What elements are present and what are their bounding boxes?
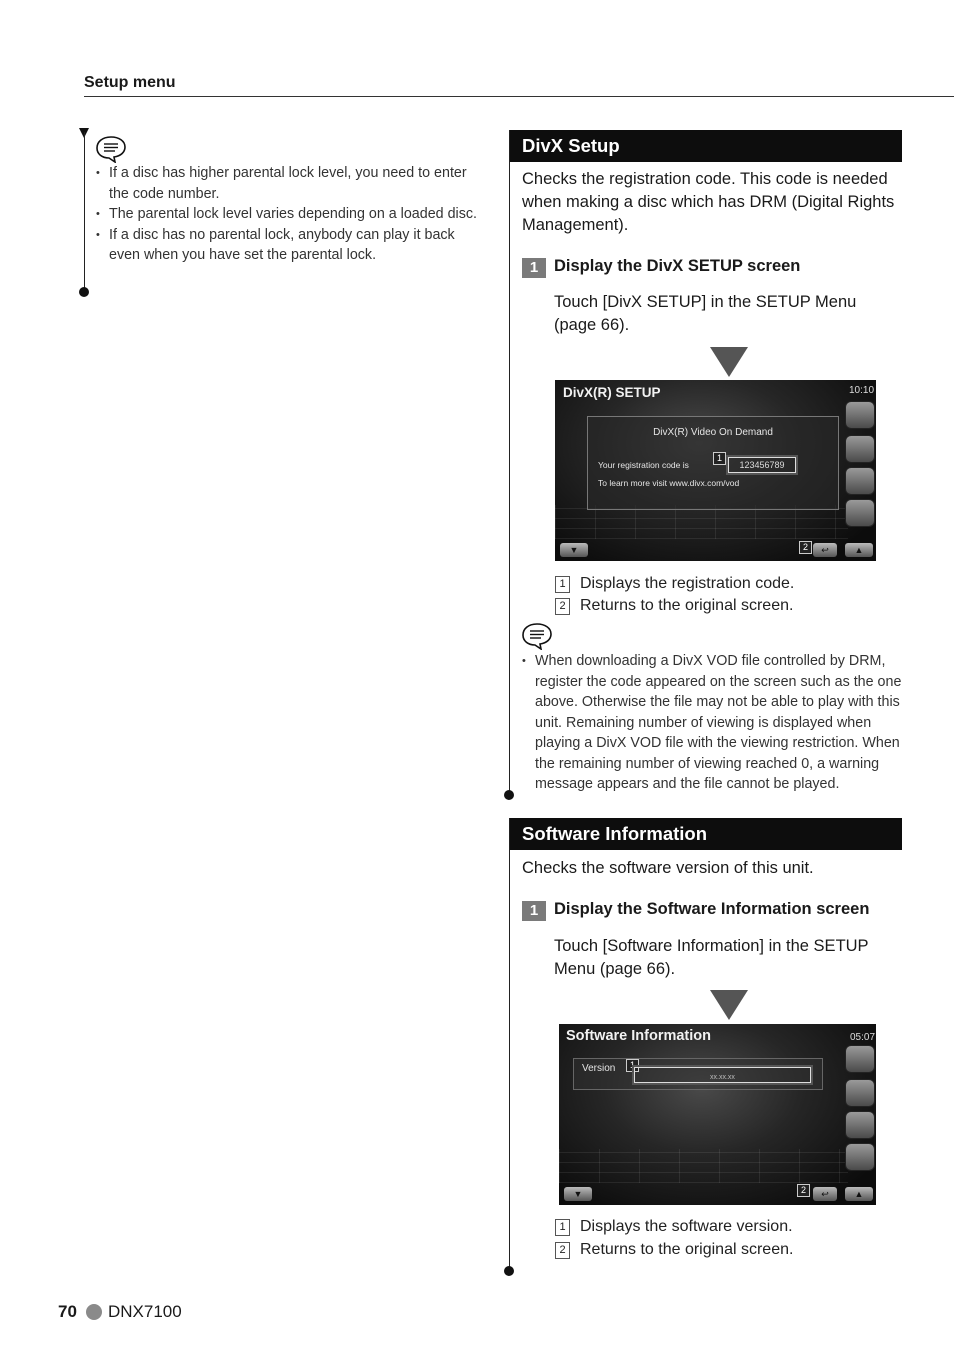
software-info-screenshot — [559, 1024, 876, 1205]
note-icon — [521, 622, 553, 650]
down-arrow-icon — [710, 347, 748, 377]
legend-item — [555, 1218, 793, 1240]
column-rule — [509, 818, 510, 1270]
legend-text: Displays the software version. — [580, 1218, 793, 1235]
model-name: DNX7100 — [108, 1302, 182, 1321]
divx-intro: Checks the registration code. This code is needed when making a disc which has DRM (Digital Rights Management). — [522, 170, 895, 234]
note-icon — [95, 135, 127, 163]
legend-text: Returns to the original screen. — [580, 1241, 794, 1258]
scroll-up-button[interactable]: ▲ — [845, 1187, 873, 1201]
scroll-down-button[interactable]: ▼ — [564, 1187, 592, 1201]
legend-item — [555, 597, 793, 619]
legend-item — [555, 575, 794, 597]
step-title: Display the Software Information screen — [554, 900, 870, 918]
legend-number: 2 — [555, 598, 570, 615]
list-item: • When downloading a DivX VOD file controlled by DRM, register the code appeared on the screen such as the one above. Otherwise the file may not be able to play with this unit. Remaining number of viewing is displayed when playing a DivX VOD file with the viewing restriction. When the remaining number of viewing reached 0, a warning message appears and the file cannot be played. — [510, 651, 906, 795]
list-item: • The parental lock level varies depending on a loaded disc. — [84, 204, 480, 225]
note-end-marker — [79, 287, 89, 297]
side-button-1[interactable] — [846, 402, 874, 428]
header-rule — [84, 96, 954, 97]
divx-setup-screenshot — [555, 380, 876, 561]
software-intro: Checks the software version of this unit. — [522, 859, 814, 877]
callout-2: 2 — [799, 541, 812, 554]
side-button-3[interactable] — [846, 468, 874, 494]
software-section-title: Software Information — [510, 818, 902, 850]
step-number: 1 — [522, 901, 546, 921]
side-button-2[interactable] — [846, 436, 874, 462]
screen-title: Software Information — [566, 1028, 712, 1044]
step-number: 1 — [522, 258, 546, 278]
list-item: • If a disc has no parental lock, anybody can play it back even when you have set the parental lock. — [84, 225, 480, 266]
learn-more-text: To learn more visit www.divx.com/vod — [598, 478, 740, 488]
divx-section-title: DivX Setup — [510, 130, 902, 162]
screen-clock: 05:07 — [850, 1032, 876, 1043]
side-button-4[interactable] — [846, 500, 874, 526]
divx-dialog — [587, 416, 839, 510]
section-header: Setup menu — [84, 74, 176, 91]
return-button[interactable]: ↩ — [813, 543, 837, 557]
version-value: xx.xx.xx — [634, 1067, 811, 1083]
scroll-down-button[interactable]: ▼ — [560, 543, 588, 557]
dialog-heading: DivX(R) Video On Demand — [653, 427, 773, 438]
registration-code: 123456789 — [728, 457, 796, 473]
page-number: 70 — [58, 1302, 77, 1321]
footer-dot-icon — [86, 1304, 102, 1320]
step-text: Touch [Software Information] in the SETUP Menu (page 66). — [554, 937, 869, 978]
legend-number: 1 — [555, 1219, 570, 1236]
list-item: • If a disc has higher parental lock level, you need to enter the code number. — [84, 163, 480, 204]
step-text: Touch [DivX SETUP] in the SETUP Menu (page 66). — [554, 293, 857, 334]
callout-2: 2 — [797, 1184, 810, 1197]
screen-title: DivX(R) SETUP — [563, 385, 661, 400]
scroll-up-button[interactable]: ▲ — [845, 543, 873, 557]
registration-label: Your registration code is — [598, 460, 689, 470]
legend-item — [555, 1241, 793, 1263]
legend-text: Displays the registration code. — [580, 575, 795, 592]
legend-text: Returns to the original screen. — [580, 597, 794, 614]
divx-note-list — [510, 651, 906, 795]
section-end-marker — [504, 1266, 514, 1276]
screen-clock: 10:10 — [849, 385, 875, 396]
side-button-1[interactable] — [846, 1046, 874, 1072]
version-label: Version — [582, 1063, 616, 1074]
version-panel — [573, 1058, 823, 1090]
legend-number: 1 — [555, 576, 570, 593]
return-button[interactable]: ↩ — [813, 1187, 837, 1201]
callout-1: 1 — [713, 452, 726, 465]
left-note-list — [84, 163, 480, 266]
side-button-3[interactable] — [846, 1112, 874, 1138]
side-button-2[interactable] — [846, 1080, 874, 1106]
callout-1: 1 — [626, 1059, 639, 1072]
down-arrow-icon — [710, 990, 748, 1020]
side-button-4[interactable] — [846, 1144, 874, 1170]
legend-number: 2 — [555, 1242, 570, 1259]
step-title: Display the DivX SETUP screen — [554, 257, 801, 275]
